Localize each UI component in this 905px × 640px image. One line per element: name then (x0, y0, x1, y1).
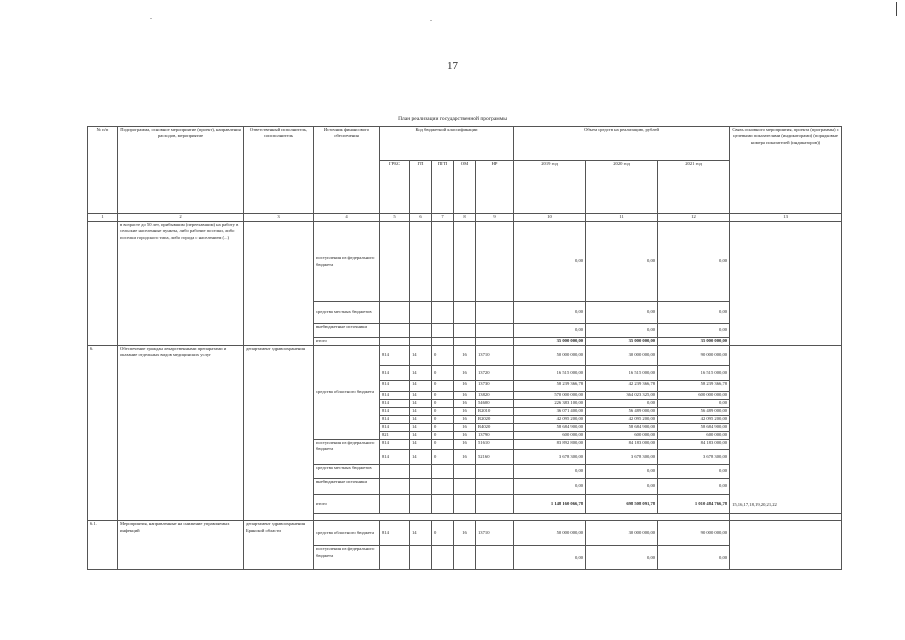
row-number: 6. (88, 346, 118, 521)
col-num: 13 (730, 214, 842, 222)
value-2021: 0,00 (658, 546, 730, 570)
cell-empty (244, 222, 314, 346)
code-gp: 14 (410, 381, 432, 392)
code-nr: 54600 (476, 400, 514, 408)
value-2020: 0,00 (586, 324, 658, 338)
col-num: 11 (586, 214, 658, 222)
code-pgp: 0 (432, 432, 454, 440)
code-om: 16 (454, 366, 476, 381)
cell-empty (476, 324, 514, 338)
cell-empty (454, 546, 476, 570)
value-2019: 36 071 400,00 (514, 408, 586, 416)
executor: департамент здравоохранения Брянской области (244, 521, 314, 570)
total-2021: 1 010 484 766,78 (658, 495, 730, 514)
code-pgp: 0 (432, 408, 454, 416)
cell-empty (454, 338, 476, 346)
table-row (88, 521, 842, 546)
value-2021: 0,00 (658, 324, 730, 338)
cell-empty (410, 479, 432, 495)
code-pgp: 0 (432, 521, 454, 546)
code-pgp: 0 (432, 440, 454, 450)
scan-speck (430, 20, 432, 21)
header-grbs: ГРБС (380, 161, 410, 214)
code-grbs: 821 (380, 432, 410, 440)
value-2021: 90 000 000,00 (658, 521, 730, 546)
col-num: 9 (476, 214, 514, 222)
spacer-cell (432, 514, 454, 521)
cell-empty (380, 302, 410, 324)
header-source: Источник финансового обеспечения (314, 127, 380, 214)
code-pgp: 0 (432, 400, 454, 408)
value-2020: 0,00 (586, 479, 658, 495)
code-grbs: 814 (380, 450, 410, 465)
cell-empty (380, 324, 410, 338)
col-num: 7 (432, 214, 454, 222)
spacer-cell (586, 514, 658, 521)
cell-empty (88, 222, 118, 346)
source-label: средства областного бюджета (314, 346, 380, 440)
cell-empty (410, 465, 432, 479)
header-nr: НР (476, 161, 514, 214)
value-2021: 90 000 000,00 (658, 346, 730, 366)
program-plan-table (87, 126, 842, 570)
code-pgp: 0 (432, 346, 454, 366)
value-2021: 0,00 (658, 465, 730, 479)
value-2020: 3 678 300,00 (586, 450, 658, 465)
source-label: итого (314, 495, 380, 514)
code-grbs: 814 (380, 521, 410, 546)
source-label: средства областного бюджета (314, 521, 380, 546)
code-grbs: 814 (380, 392, 410, 400)
source-label: поступления из федерального бюджета (314, 546, 380, 570)
code-om: 16 (454, 521, 476, 546)
link-indicators: 15,16,17,18,19,20,21,22 (730, 502, 842, 509)
code-om: 16 (454, 346, 476, 366)
code-gp: 14 (410, 424, 432, 432)
col-num: 2 (118, 214, 244, 222)
cell-empty (410, 338, 432, 346)
cell-empty (380, 479, 410, 495)
cell-empty (476, 465, 514, 479)
cell-empty (476, 222, 514, 302)
cell-empty (410, 546, 432, 570)
col-num: 12 (658, 214, 730, 222)
cell-empty (454, 465, 476, 479)
value-2020: 30 000 000,00 (586, 521, 658, 546)
total-2019: 35 000 000,00 (514, 338, 586, 346)
code-grbs: 814 (380, 346, 410, 366)
table-row (88, 346, 842, 366)
value-2020: 0,00 (586, 400, 658, 408)
code-nr: 51610 (476, 440, 514, 450)
executor: департамент здравоохранения (244, 346, 314, 521)
spacer-cell (380, 514, 410, 521)
code-gp: 14 (410, 440, 432, 450)
cell-empty (454, 495, 476, 514)
code-gp: 14 (410, 432, 432, 440)
value-2020: 0,00 (586, 546, 658, 570)
value-2020: 0,00 (586, 302, 658, 324)
scan-edge-mark (896, 2, 897, 16)
value-2019: 0,00 (514, 302, 586, 324)
cell-empty (476, 338, 514, 346)
code-pgp: 0 (432, 424, 454, 432)
value-2019: 570 000 000,00 (514, 392, 586, 400)
value-2021: 0,00 (658, 222, 730, 302)
cell-empty (410, 302, 432, 324)
cell-empty (476, 495, 514, 514)
spacer-cell (454, 514, 476, 521)
value-2020: 42 095 200,00 (586, 416, 658, 424)
value-2019: 0,00 (514, 222, 586, 302)
code-om: 16 (454, 400, 476, 408)
column-numbers-row (88, 214, 842, 222)
cell-empty (432, 302, 454, 324)
source-label: поступления из федерального бюджета (314, 222, 380, 302)
cont-description: в возрасте до 50 лет, прибывшим (переехавшим) на работу в сельские населенные пункты, либо рабочие поселки, либо поселки городского типа, либо города с населением (...) (118, 222, 244, 346)
value-2021: 42 095 200,00 (658, 416, 730, 424)
header-2019: 2019 год (514, 161, 586, 214)
value-2020: 30 000 000,00 (586, 346, 658, 366)
code-gp: 14 (410, 521, 432, 546)
cell-empty (380, 222, 410, 302)
code-om: 16 (454, 392, 476, 400)
total-2020: 35 000 000,00 (586, 338, 658, 346)
cell-empty (432, 324, 454, 338)
code-gp: 14 (410, 400, 432, 408)
cell-empty (454, 222, 476, 302)
value-2021: 0,00 (658, 302, 730, 324)
code-grbs: 814 (380, 408, 410, 416)
code-gp: 14 (410, 450, 432, 465)
value-2020: 0,00 (586, 465, 658, 479)
cell-empty (454, 324, 476, 338)
code-gp: 14 (410, 346, 432, 366)
source-label: внебюджетные источники (314, 324, 380, 338)
source-label: внебюджетные источники (314, 479, 380, 495)
source-label: средства местных бюджетов (314, 465, 380, 479)
header-pgp: ПГП (432, 161, 454, 214)
cell-empty (432, 546, 454, 570)
value-2020: 16 515 000,00 (586, 366, 658, 381)
col-num: 5 (380, 214, 410, 222)
value-2021: 600 000 000,00 (658, 392, 730, 400)
cell-empty (432, 338, 454, 346)
col-num: 8 (454, 214, 476, 222)
value-2019: 3 678 300,00 (514, 450, 586, 465)
cell-empty (454, 302, 476, 324)
code-grbs: 814 (380, 416, 410, 424)
code-nr: R2020 (476, 416, 514, 424)
code-nr: 13710 (476, 346, 514, 366)
spacer-cell (658, 514, 730, 521)
value-2021: 0,00 (658, 479, 730, 495)
cell-empty (730, 222, 842, 346)
source-label: средства местных бюджетов (314, 302, 380, 324)
cell-empty (476, 479, 514, 495)
cell-empty (410, 495, 432, 514)
code-gp: 14 (410, 408, 432, 416)
cell-empty (410, 324, 432, 338)
source-label: поступления из федерального бюджета (314, 440, 380, 465)
value-2020: 42 239 366,78 (586, 381, 658, 392)
code-gp: 14 (410, 366, 432, 381)
value-2021: 58 239 366,78 (658, 381, 730, 392)
code-grbs: 814 (380, 440, 410, 450)
code-gp: 14 (410, 392, 432, 400)
value-2021: 58 684 900,00 (658, 424, 730, 432)
code-nr: R4020 (476, 424, 514, 432)
table-caption: План реализации государственной программы (398, 116, 507, 122)
cell-empty (432, 495, 454, 514)
header-om: ОМ (454, 161, 476, 214)
code-nr: R2010 (476, 408, 514, 416)
code-nr: 13790 (476, 432, 514, 440)
code-pgp: 0 (432, 366, 454, 381)
code-pgp: 0 (432, 392, 454, 400)
value-2020: 364 023 325,00 (586, 392, 658, 400)
col-num: 4 (314, 214, 380, 222)
header-link: Связь основного мероприятия, проекта (программы) с целевыми показателями (индикаторами) (порядковые номера показателей (индикаторов)) (730, 127, 842, 214)
header-2021: 2021 год (658, 161, 730, 214)
code-nr: 13730 (476, 381, 514, 392)
value-2021: 56 489 000,00 (658, 408, 730, 416)
code-om: 16 (454, 440, 476, 450)
header-row (88, 127, 842, 161)
spacer-cell (410, 514, 432, 521)
cell-empty (410, 222, 432, 302)
code-nr: 13820 (476, 392, 514, 400)
header-program: Подпрограмма, основное мероприятие (проект), направления расходов, мероприятие (118, 127, 244, 214)
cell-empty (454, 479, 476, 495)
table-row (88, 222, 842, 302)
value-2020: 600 000,00 (586, 432, 658, 440)
row-number: 6.1. (88, 521, 118, 570)
code-pgp: 0 (432, 450, 454, 465)
value-2019: 0,00 (514, 465, 586, 479)
value-2019: 50 000 000,00 (514, 521, 586, 546)
code-om: 16 (454, 450, 476, 465)
code-grbs: 814 (380, 381, 410, 392)
value-2021: 0,00 (658, 400, 730, 408)
total-2020: 698 508 091,78 (586, 495, 658, 514)
code-grbs: 814 (380, 366, 410, 381)
measure-description: Мероприятия, направленные на снижение управляемых инфекций (118, 521, 244, 570)
source-label: итого (314, 338, 380, 346)
value-2020: 0,00 (586, 222, 658, 302)
value-2019: 83 892 800,00 (514, 440, 586, 450)
cell-empty (380, 495, 410, 514)
cell-empty (432, 465, 454, 479)
value-2020: 58 684 900,00 (586, 424, 658, 432)
value-2019: 42 095 200,00 (514, 416, 586, 424)
code-nr: 52160 (476, 450, 514, 465)
cell-empty (476, 546, 514, 570)
value-2019: 58 684 900,00 (514, 424, 586, 432)
spacer-cell (514, 514, 586, 521)
cell-empty (730, 346, 842, 514)
page-number: 17 (447, 60, 458, 72)
cell-empty (380, 338, 410, 346)
total-2019: 1 148 160 066,78 (514, 495, 586, 514)
cell-empty (476, 302, 514, 324)
value-2020: 56 489 000,00 (586, 408, 658, 416)
header-budget-code: Код бюджетной классификации (380, 127, 514, 161)
code-gp: 14 (410, 416, 432, 424)
header-executor: Ответственный исполнитель, соисполнитель (244, 127, 314, 214)
col-num: 3 (244, 214, 314, 222)
value-2019: 0,00 (514, 324, 586, 338)
value-2019: 0,00 (514, 479, 586, 495)
header-volume: Объем средств на реализацию, рублей (514, 127, 730, 161)
cell-empty (730, 521, 842, 570)
value-2021: 84 183 000,00 (658, 440, 730, 450)
code-nr: 13720 (476, 366, 514, 381)
col-num: 10 (514, 214, 586, 222)
spacer-cell (314, 514, 380, 521)
header-gp: ГП (410, 161, 432, 214)
scan-speck (150, 18, 152, 19)
code-pgp: 0 (432, 381, 454, 392)
header-no: № п/п (88, 127, 118, 214)
code-pgp: 0 (432, 416, 454, 424)
code-grbs: 814 (380, 424, 410, 432)
code-om: 16 (454, 408, 476, 416)
spacer-cell (476, 514, 514, 521)
cell-empty (380, 465, 410, 479)
col-num: 6 (410, 214, 432, 222)
value-2019: 16 515 000,00 (514, 366, 586, 381)
value-2021: 3 678 300,00 (658, 450, 730, 465)
code-om: 16 (454, 416, 476, 424)
code-grbs: 814 (380, 400, 410, 408)
value-2019: 226 383 100,00 (514, 400, 586, 408)
value-2019: 600 000,00 (514, 432, 586, 440)
value-2019: 0,00 (514, 546, 586, 570)
code-om: 16 (454, 424, 476, 432)
header-2020: 2020 год (586, 161, 658, 214)
cell-empty (432, 479, 454, 495)
total-2021: 35 000 000,00 (658, 338, 730, 346)
value-2019: 50 000 000,00 (514, 346, 586, 366)
code-nr: 13710 (476, 521, 514, 546)
code-om: 16 (454, 432, 476, 440)
value-2020: 84 183 000,00 (586, 440, 658, 450)
cell-empty (380, 546, 410, 570)
code-om: 16 (454, 381, 476, 392)
value-2021: 16 515 000,00 (658, 366, 730, 381)
cell-empty (432, 222, 454, 302)
col-num: 1 (88, 214, 118, 222)
value-2021: 600 000,00 (658, 432, 730, 440)
value-2019: 58 239 366,78 (514, 381, 586, 392)
measure-description: Обеспечение граждан лекарственными препаратами и оказание отдельных видов медицинских услуг (118, 346, 244, 521)
